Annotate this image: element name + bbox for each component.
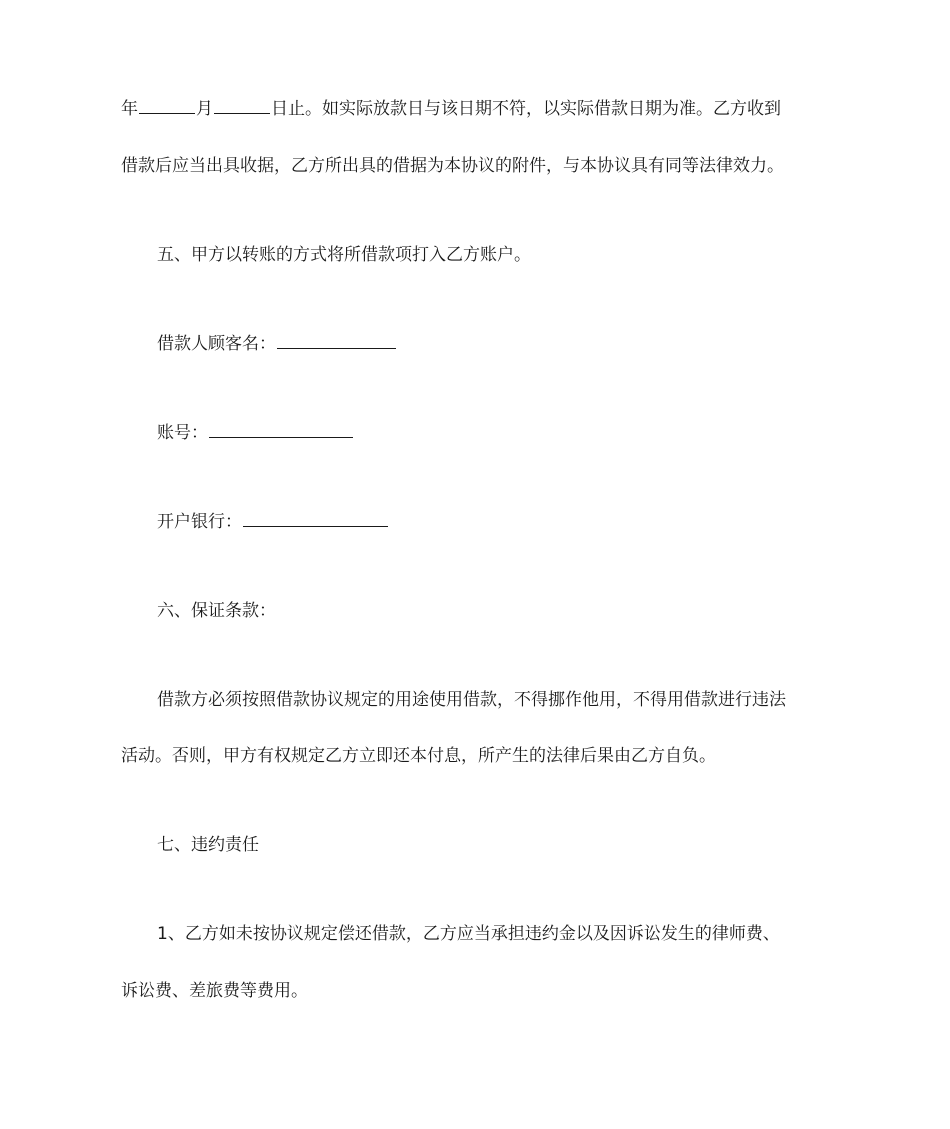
month-text: 月 — [196, 99, 213, 119]
borrower-name-label: 借款人顾客名： — [157, 334, 276, 354]
account-number-blank — [209, 422, 353, 438]
para4-line1-rest: 日止。如实际放款日与该日期不符，以实际借款日期为准。乙方收到 — [271, 99, 781, 119]
bank-blank — [243, 511, 388, 527]
section-6-line1: 借款方必须按照借款协议规定的用途使用借款，不得挪作他用，不得用借款进行违法 — [157, 690, 786, 710]
para4-line2: 借款后应当出具收据，乙方所出具的借据为本协议的附件，与本协议具有同等法律效力。 — [121, 156, 784, 176]
section-5-title: 五、甲方以转账的方式将所借款项打入乙方账户。 — [157, 245, 531, 265]
section-6-line2: 活动。否则，甲方有权规定乙方立即还本付息，所产生的法律后果由乙方自负。 — [121, 746, 716, 766]
account-number-label: 账号： — [157, 423, 208, 443]
day-blank — [214, 98, 270, 114]
year-text: 年 — [121, 99, 138, 119]
bank-field — [157, 510, 389, 534]
section-6-title: 六、保证条款： — [157, 601, 276, 621]
section-7-item1-line2: 诉讼费、差旅费等费用。 — [121, 981, 308, 1001]
section-7-item1-line1: 1、乙方如未按协议规定偿还借款，乙方应当承担违约金以及因诉讼发生的律师费、 — [157, 924, 780, 944]
section-7-title: 七、违约责任 — [157, 835, 259, 855]
account-number-field — [157, 421, 354, 445]
year-blank — [139, 98, 195, 114]
borrower-name-blank — [277, 333, 396, 349]
para4-line1 — [121, 97, 781, 121]
borrower-name-field — [157, 332, 397, 356]
bank-label: 开户银行： — [157, 512, 242, 532]
